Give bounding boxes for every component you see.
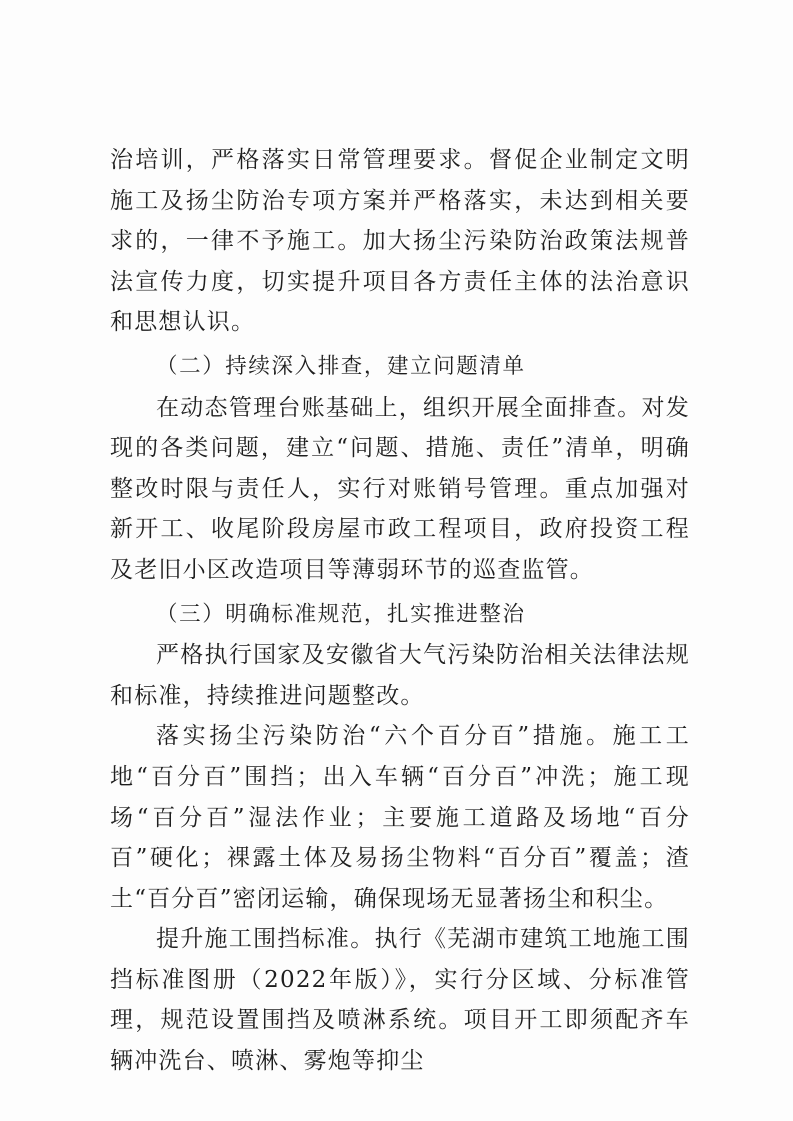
- paragraph-continuation: 治培训，严格落实日常管理要求。督促企业制定文明施工及扬尘防治专项方案并严格落实，未达到相关要求的，一律不予施工。加大扬尘污染防治政策法规普法宣传力度，切实提升项目各方责任主体的法治意识和思想认识。: [110, 147, 690, 336]
- section-heading-3: （三）明确标准规范，扎实推进整治: [156, 601, 526, 627]
- paragraph-fence-standard: 提升施工围挡标准。执行《芜湖市建筑工地施工围挡标准图册（2022年版）》，实行分区域、分标准管理，规范设置围挡及喷淋系统。项目开工即须配齐车辆冲洗台、喷淋、雾炮等抑尘: [110, 926, 690, 1075]
- section-heading-2: （二）持续深入排查，建立问题清单: [156, 353, 526, 379]
- paragraph-inspection: 在动态管理台账基础上，组织开展全面排查。对发现的各类问题，建立“问题、措施、责任”清单，明确整改时限与责任人，实行对账销号管理。重点加强对新开工、收尾阶段房屋市政工程项目，政府投资工程及老旧小区改造项目等薄弱环节的巡查监管。: [110, 394, 690, 583]
- paragraph-six-hundred-percent: 落实扬尘污染防治“六个百分百”措施。施工工地“百分百”围挡；出入车辆“百分百”冲洗；施工现场“百分百”湿法作业；主要施工道路及场地“百分百”硬化；裸露土体及易扬尘物料“百分百”覆盖；渣土“百分百”密闭运输，确保现场无显著扬尘和积尘。: [110, 723, 690, 912]
- document-body: [110, 140, 690, 1082]
- paragraph-standards: 严格执行国家及安徽省大气污染防治相关法律法规和标准，持续推进问题整改。: [110, 642, 690, 709]
